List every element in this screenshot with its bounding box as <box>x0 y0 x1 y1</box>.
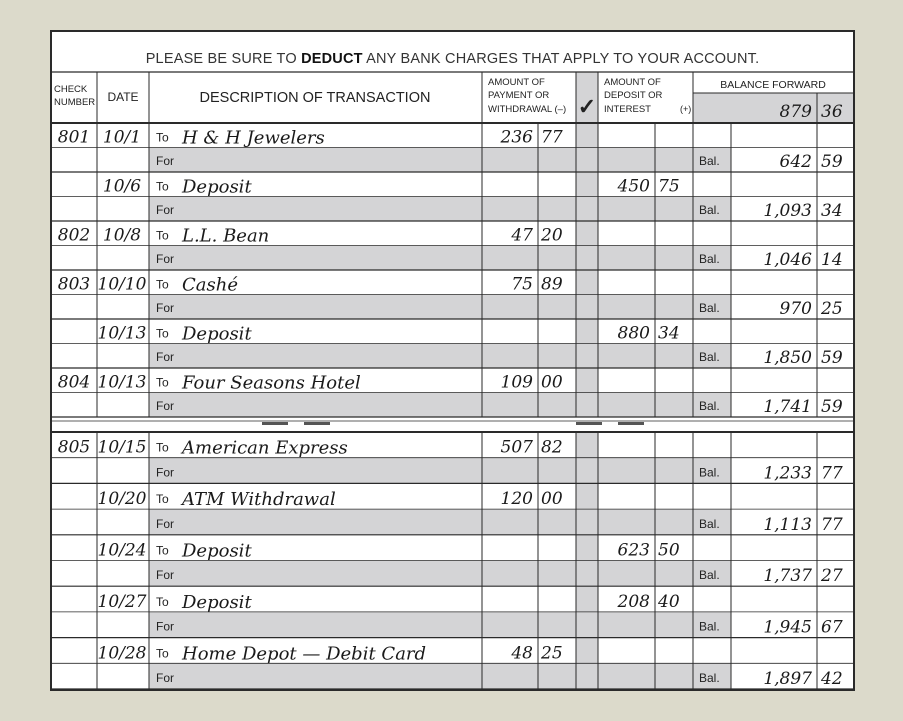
for-deposit-shade <box>598 509 693 535</box>
balance-cents: 67 <box>821 617 843 638</box>
bal-label: Bal. <box>699 568 720 583</box>
payment-cents: 89 <box>541 274 563 295</box>
transaction-date: 10/24 <box>97 540 147 561</box>
balance-dollars: 1,945 <box>763 617 812 638</box>
payment-cents: 00 <box>541 489 563 510</box>
to-label: To <box>156 326 169 341</box>
for-label: For <box>156 203 174 217</box>
for-payment-shade <box>482 197 576 222</box>
for-label: For <box>156 301 174 315</box>
payee: Four Seasons Hotel <box>182 372 361 394</box>
check-number: 804 <box>57 372 91 393</box>
register-grid <box>52 32 853 689</box>
for-row-shade <box>149 509 482 535</box>
for-label: For <box>156 516 174 531</box>
for-label: For <box>156 350 174 364</box>
to-label: To <box>156 130 169 145</box>
for-payment-shade <box>482 295 576 320</box>
for-deposit-shade <box>598 295 693 320</box>
for-deposit-shade <box>598 612 693 638</box>
notice-suffix: ANY BANK CHARGES THAT APPLY TO YOUR ACCOUNT. <box>362 51 760 67</box>
balance-dollars: 1,897 <box>763 669 812 689</box>
for-label: For <box>156 465 174 480</box>
balance-dollars: 1,093 <box>763 201 812 221</box>
bal-label: Bal. <box>699 154 720 168</box>
payment-cents: 77 <box>541 127 563 148</box>
balance-dollars: 1,233 <box>763 463 812 484</box>
for-payment-shade <box>482 344 576 369</box>
balance-dollars: 1,046 <box>763 250 812 270</box>
deposit-cents: 34 <box>658 323 680 344</box>
for-deposit-shade <box>598 148 693 173</box>
to-label: To <box>156 594 169 609</box>
header-payment-3: WITHDRAWAL (–) <box>488 104 567 115</box>
to-label: To <box>156 277 169 292</box>
balance-cents: 59 <box>821 152 843 172</box>
for-label: For <box>156 671 174 685</box>
header-deposit-2: DEPOSIT OR <box>604 90 663 101</box>
for-row-shade <box>149 612 482 638</box>
transaction-date: 10/15 <box>97 437 147 458</box>
for-row-shade <box>149 344 482 369</box>
to-label: To <box>156 543 169 558</box>
deposit-dollars: 880 <box>617 323 650 344</box>
for-row-shade <box>149 295 482 320</box>
payment-cents: 25 <box>541 643 563 664</box>
header-balance-forward: BALANCE FORWARD <box>720 79 826 91</box>
for-deposit-shade <box>598 246 693 271</box>
payment-dollars: 120 <box>500 489 533 510</box>
transaction-date: 10/6 <box>102 176 142 197</box>
for-deposit-shade <box>598 344 693 369</box>
for-payment-shade <box>482 393 576 418</box>
balance-blank <box>693 638 853 664</box>
for-row-shade <box>149 458 482 484</box>
page-break-tab <box>576 422 602 425</box>
balance-forward-dollars: 879 <box>779 102 812 122</box>
balance-cents: 77 <box>821 463 843 484</box>
header-deposit-3: INTEREST <box>604 104 651 115</box>
payee: Deposit <box>182 540 252 562</box>
bal-label: Bal. <box>699 399 720 413</box>
to-label: To <box>156 646 169 661</box>
balance-blank <box>693 270 853 295</box>
for-payment-shade <box>482 509 576 535</box>
page-break-tab <box>304 422 330 425</box>
payment-dollars: 507 <box>500 437 533 458</box>
for-row-shade <box>149 148 482 173</box>
bal-label: Bal. <box>699 203 720 217</box>
for-payment-shade <box>482 612 576 638</box>
balance-dollars: 1,737 <box>763 566 812 587</box>
deposit-dollars: 208 <box>617 591 650 612</box>
payment-dollars: 236 <box>500 127 533 148</box>
for-deposit-shade <box>598 663 693 689</box>
balance-forward-cents: 36 <box>821 102 843 122</box>
bal-label: Bal. <box>699 619 720 634</box>
payee: H & H Jewelers <box>182 127 325 149</box>
transaction-date: 10/8 <box>102 225 142 246</box>
transaction-date: 10/10 <box>97 274 147 295</box>
for-row-shade <box>149 561 482 587</box>
payment-cents: 00 <box>541 372 563 393</box>
balance-cents: 14 <box>821 250 843 270</box>
balance-cents: 77 <box>821 514 843 535</box>
deposit-cents: 50 <box>658 540 680 561</box>
balance-blank <box>693 432 853 458</box>
for-row-shade <box>149 393 482 418</box>
payee: Deposit <box>182 323 252 345</box>
to-label: To <box>156 492 169 507</box>
notice-emphasis: DEDUCT <box>301 51 363 67</box>
notice-prefix: PLEASE BE SURE TO <box>145 51 302 67</box>
payment-dollars: 75 <box>511 274 533 295</box>
for-deposit-shade <box>598 393 693 418</box>
balance-dollars: 1,741 <box>763 397 812 417</box>
payment-cents: 20 <box>541 225 563 246</box>
balance-cents: 42 <box>821 669 843 689</box>
header-payment-1: AMOUNT OF <box>488 77 545 88</box>
for-label: For <box>156 619 174 634</box>
header-deposit-sign: (+) <box>680 104 692 114</box>
bal-label: Bal. <box>699 350 720 364</box>
for-label: For <box>156 399 174 413</box>
transaction-date: 10/28 <box>97 643 147 664</box>
header-date: DATE <box>107 90 139 104</box>
page-break-tab <box>618 422 644 425</box>
balance-cents: 27 <box>821 566 843 587</box>
balance-blank <box>693 319 853 344</box>
balance-cents: 59 <box>821 397 843 417</box>
header-check-number: NUMBER <box>54 97 96 108</box>
balance-blank <box>693 221 853 246</box>
to-label: To <box>156 440 169 455</box>
check-number: 801 <box>57 127 91 148</box>
bal-label: Bal. <box>699 465 720 480</box>
balance-cents: 34 <box>821 201 843 221</box>
for-label: For <box>156 154 174 168</box>
payee: Home Depot — Debit Card <box>182 643 427 665</box>
for-payment-shade <box>482 246 576 271</box>
balance-blank <box>693 123 853 148</box>
balance-dollars: 642 <box>779 152 812 172</box>
for-payment-shade <box>482 561 576 587</box>
to-label: To <box>156 228 169 243</box>
to-label: To <box>156 375 169 390</box>
for-row-shade <box>149 663 482 689</box>
for-payment-shade <box>482 663 576 689</box>
to-label: To <box>156 179 169 194</box>
header-check: CHECK <box>54 84 88 95</box>
bal-label: Bal. <box>699 516 720 531</box>
payment-dollars: 47 <box>511 225 533 246</box>
check-number: 805 <box>57 437 91 458</box>
deposit-cents: 40 <box>658 591 680 612</box>
payment-cents: 82 <box>541 437 563 458</box>
page-break-band <box>52 418 853 431</box>
payee: ATM Withdrawal <box>182 489 336 511</box>
for-deposit-shade <box>598 458 693 484</box>
transaction-date: 10/27 <box>97 591 147 612</box>
for-deposit-shade <box>598 197 693 222</box>
header-checkmark: ✓ <box>577 94 597 119</box>
payee: Deposit <box>182 591 252 613</box>
transaction-date: 10/1 <box>102 127 142 148</box>
transaction-date: 10/13 <box>97 372 147 393</box>
bal-label: Bal. <box>699 301 720 315</box>
transaction-date: 10/20 <box>97 489 147 510</box>
balance-cents: 25 <box>821 299 843 319</box>
page-break-tab <box>262 422 288 425</box>
bal-label: Bal. <box>699 671 720 685</box>
payee: American Express <box>182 437 348 459</box>
balance-dollars: 1,113 <box>763 514 812 535</box>
check-number: 802 <box>57 225 91 246</box>
for-deposit-shade <box>598 561 693 587</box>
check-register <box>50 30 855 691</box>
payment-dollars: 48 <box>511 643 533 664</box>
payee: Cashé <box>182 274 238 296</box>
balance-blank <box>693 483 853 509</box>
header-payment-2: PAYMENT OR <box>488 90 550 101</box>
payee: L.L. Bean <box>182 225 270 247</box>
deposit-cents: 75 <box>658 176 680 197</box>
check-number: 803 <box>57 274 91 295</box>
for-label: For <box>156 568 174 583</box>
bal-label: Bal. <box>699 252 720 266</box>
for-payment-shade <box>482 458 576 484</box>
balance-dollars: 1,850 <box>763 348 812 368</box>
balance-cents: 59 <box>821 348 843 368</box>
balance-dollars: 970 <box>779 299 812 319</box>
deposit-dollars: 623 <box>617 540 650 561</box>
balance-blank <box>693 172 853 197</box>
balance-blank <box>693 368 853 393</box>
for-label: For <box>156 252 174 266</box>
header-description: DESCRIPTION OF TRANSACTION <box>199 90 431 106</box>
for-row-shade <box>149 246 482 271</box>
balance-blank <box>693 535 853 561</box>
balance-blank <box>693 586 853 612</box>
payee: Deposit <box>182 176 252 198</box>
deposit-dollars: 450 <box>617 176 650 197</box>
for-row-shade <box>149 197 482 222</box>
payment-dollars: 109 <box>500 372 533 393</box>
transaction-date: 10/13 <box>97 323 147 344</box>
header-deposit-1: AMOUNT OF <box>604 77 661 88</box>
for-payment-shade <box>482 148 576 173</box>
